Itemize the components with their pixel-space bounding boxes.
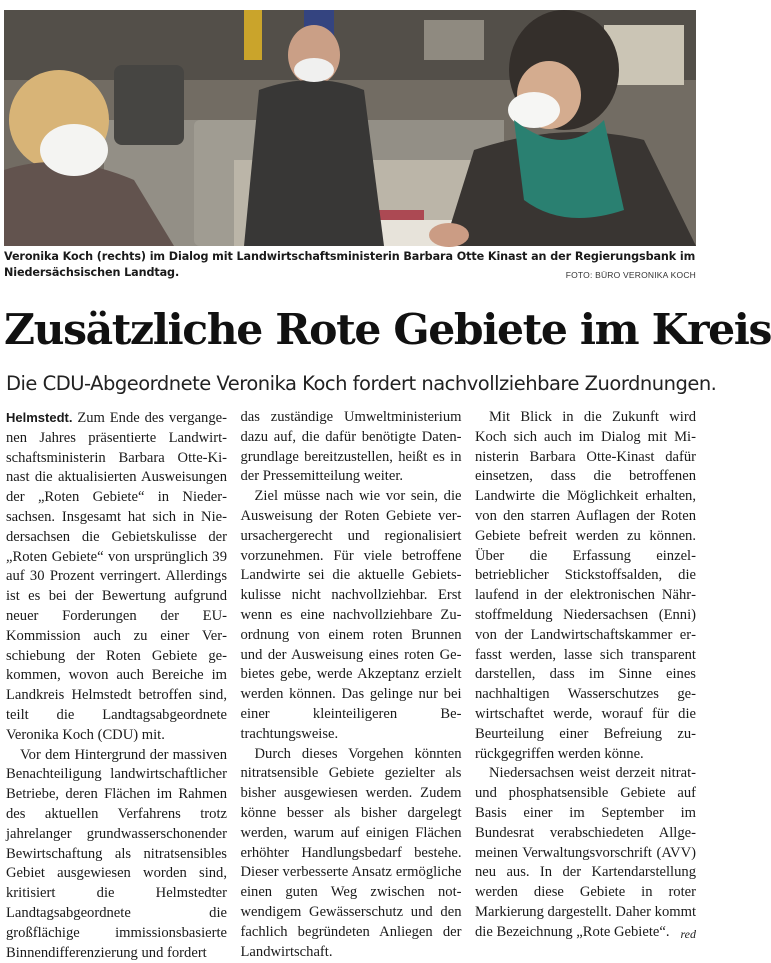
column-3	[475, 408, 697, 941]
paragraph	[6, 408, 227, 746]
article-headline: Zusätzliche Rote Gebiete im Kreis	[4, 305, 771, 355]
photo-credit: FOTO: BÜRO VERONIKA KOCH	[565, 270, 696, 280]
photo-caption: Veronika Koch (rechts) im Dialog mit Landwirtschaftsministerin Barbara Otte Kinast an der Regierungsbank im Niedersächsischen Landtag.	[4, 250, 696, 279]
paragraph: das zuständige Umweltministerium dazu auf, die dafür benötigte Datengrundlage bereitzustellen, heißt es in der Pressemitteilung weiter.	[240, 409, 462, 485]
author-signature: red	[680, 926, 696, 941]
column-1	[6, 408, 227, 961]
paragraph-text: Zum Ende des vergangenen Jahres präsentierte Landwirtschaftsministerin Barbara Otte-Kinast die aktualisierten Ausweisungen der „Roten Gebiete“ in Niedersachsen. Insgesamt hat sich in Niedersachsen die Gebietskulisse der „Roten Gebiete“ von ursprünglich 39 auf 30 Prozent verringert. Allerdings ist es bei der Bewertung aufgrund neuer Forderungen der EU-Kommission auch zu einer Verschiebung der Roten Gebiete gekommen, wovon auch Bereiche im Landkreis Helmstedt betroffen sind, teilt die Landtagsabgeordnete Veronika Koch (CDU) mit.	[6, 410, 227, 743]
article-photo	[4, 10, 696, 246]
paragraph: Durch dieses Vorgehen könnten nitratsensible Gebiete gezielter als bisher ausgewiesen werden. Zudem könne besser als bisher dargelegt werden, warum auf einigen Flächen erhöhter Handlungsbedarf bestehe. Dieser verbesserte Ansatz ermögliche einen guten Weg zwischen notwendigem Gewässerschutz und den fachlich begründeten Anliegen der Landwirtschaft.	[240, 745, 462, 960]
paragraph: Vor dem Hintergrund der massiven Benachteiligung landwirtschaftlicher Betriebe, deren Flächen im Rahmen des aktuellen Verfahrens trotz jahrelanger grundwasserschonender Bewirtschaftung als nitratsensibles Gebiet ausgewiesen worden sind, kritisiert die Helmstedter Landtagsabgeordnete die großflächige immissionsbasierte Binnendifferenzierung und fordert	[6, 746, 227, 961]
paragraph: Niedersachsen weist derzeit nitrat- und phosphatsensible Gebiete auf Basis einer im September im Bundesrat verabschiedeten Allgemeinen Verwaltungsvorschrift (AVV) neu aus. In der Kartendarstellung werden diese Gebiete in roter Markierung dargestellt. Daher kommt die Bezeichnung „Rote Gebiete“.	[475, 765, 697, 940]
column-2	[240, 408, 462, 960]
paragraph: Ziel müsse nach wie vor sein, die Ausweisung der Roten Gebiete verursachergerecht und regionalisiert vorzunehmen. Für viele betroffene Landwirte sei die aktuelle Gebietskulisse nicht nachvollziehbar. Erst wenn es eine nachvollziehbare Zuordnung von einem roten Brunnen und der Ausweisung eines roten Gebietes gebe, werde Akzeptanz erzielt werden können. Das gelinge nur bei einer kleinteiligeren Betrachtungsweise.	[240, 488, 462, 742]
paragraph: Mit Blick in die Zukunft wird Koch sich auch im Dialog mit Ministerin Barbara Otte-Kinast dafür einsetzen, dass die betroffenen Landwirte die Möglichkeit erhalten, von den starren Auflagen der Roten Gebiete befreit werden zu können. Über die Erfassung einzelbetrieblicher Stickstoffsalden, die laufend in der elektronischen Nährstoffmeldung Niedersachsen (Enni) von der Landwirtschaftskammer erfasst werden, lasse sich transparent darstellen, dass im Sinne eines nachhaltigen Wasserschutzes gewirtschaftet werde, worauf für die Beurteilung einer Befreiung zurückgegriffen werden könne.	[475, 409, 696, 762]
article-body	[6, 408, 697, 961]
photo-icon	[4, 10, 696, 246]
dateline: Helmstedt.	[6, 410, 73, 425]
article-subheadline: Die CDU-Abgeordnete Veronika Koch fordert nachvollziehbare Zuordnungen.	[6, 372, 717, 395]
